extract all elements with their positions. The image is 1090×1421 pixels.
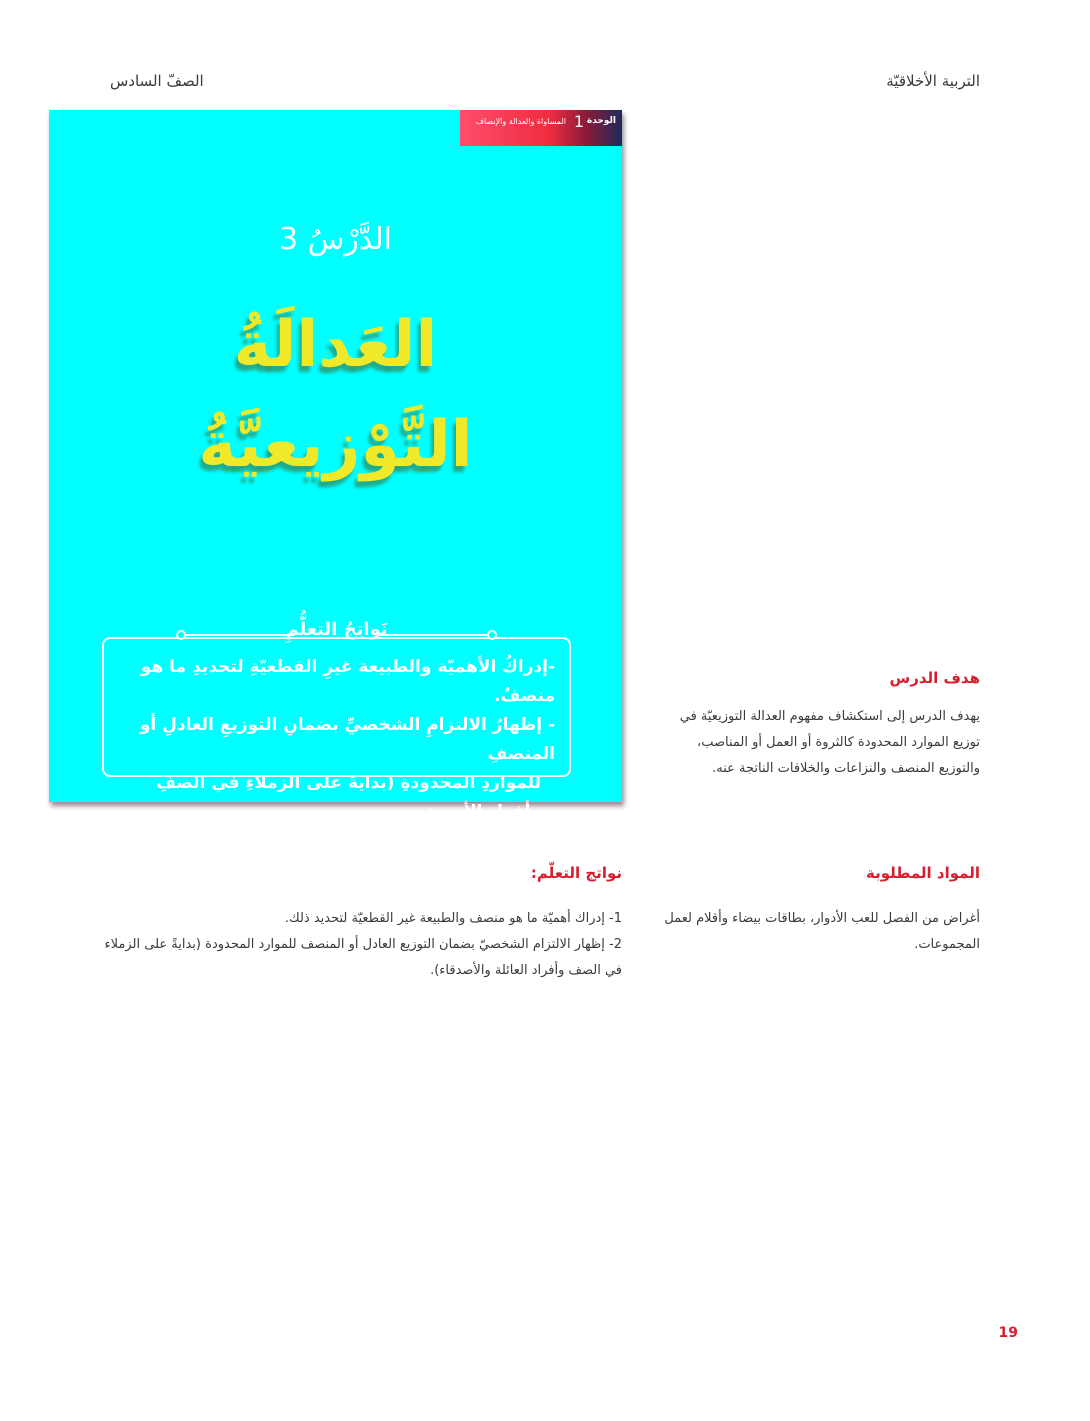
lesson-goal-text <box>660 704 980 782</box>
text-line: المجموعات. <box>914 937 980 952</box>
outcome-line: والأصدقاء). <box>445 831 541 851</box>
page-number: 19 <box>998 1325 1018 1341</box>
unit-number: 1 <box>573 112 584 131</box>
materials-text <box>660 906 980 958</box>
materials-heading: المواد المطلوبة <box>866 864 980 882</box>
text-line: يهدف الدرس إلى استكشاف مفهوم العدالة التوزيعيّة في <box>679 709 980 724</box>
outcomes-box-title: نَواتِجُ التعلُّمِ <box>285 619 388 640</box>
book-subject-header: التربية الأخلاقيّة <box>886 72 980 90</box>
learning-outcomes-heading: نواتج التعلّم: <box>530 864 622 882</box>
outcomes-box-list <box>118 653 555 856</box>
outcome-line: - إظهارُ الالتزامِ الشخصيِّ بضمانِ التوزيعِ العادلِ أو المنصفِ <box>139 715 555 764</box>
learning-outcomes-box <box>102 619 571 851</box>
grade-header: الصفّ السادس <box>110 72 204 90</box>
lesson-title-line-2: التَّوْزيعيَّةُ <box>198 408 473 482</box>
text-line: أغراض من الفصل للعب الأدوار، بطاقات بيضاء وأقلام لعمل <box>664 911 980 926</box>
unit-banner <box>460 110 622 146</box>
text-line: 2- إظهار الالتزام الشخصيّ بضمان التوزيع العادل أو المنصف للموارد المحدودة (بدايةً على الزملاء <box>104 937 622 952</box>
outcomes-title-decoration <box>104 619 569 649</box>
text-line: توزيع الموارد المحدودة كالثروة أو العمل أو المناصب، <box>697 735 980 750</box>
text-line: والتوزيع المنصف والنزاعات والخلافات الناتجة عنه. <box>712 761 980 776</box>
text-line: في الصف وأفراد العائلة والأصدقاء). <box>430 963 622 978</box>
lesson-title-line-1: العَدالَةُ <box>233 308 438 382</box>
unit-name: المساواة والعدالة والإنصاف <box>475 117 566 126</box>
text-line: 1- إدراك أهميّة ما هو منصف والطبيعة غير القطعيّة لتحديد ذلك. <box>284 911 622 926</box>
unit-label: الوحدة <box>586 116 616 126</box>
outcome-line: للمواردِ المحدودةِ (بدايةً على الزملاءِ في الصفِ وأفرادِ الأسرةِ <box>156 773 541 822</box>
lesson-number: الدَّرْسُ 3 <box>279 222 392 257</box>
lesson-cover-panel <box>49 110 622 851</box>
lesson-goal-heading: هدف الدرس <box>889 669 980 687</box>
learning-outcomes-text <box>102 906 622 984</box>
outcome-line: -إدراكُ الأهميّة والطبيعة غيرِ القطعيّةِ لتحديدِ ما هو منصفٌ. <box>140 657 555 706</box>
